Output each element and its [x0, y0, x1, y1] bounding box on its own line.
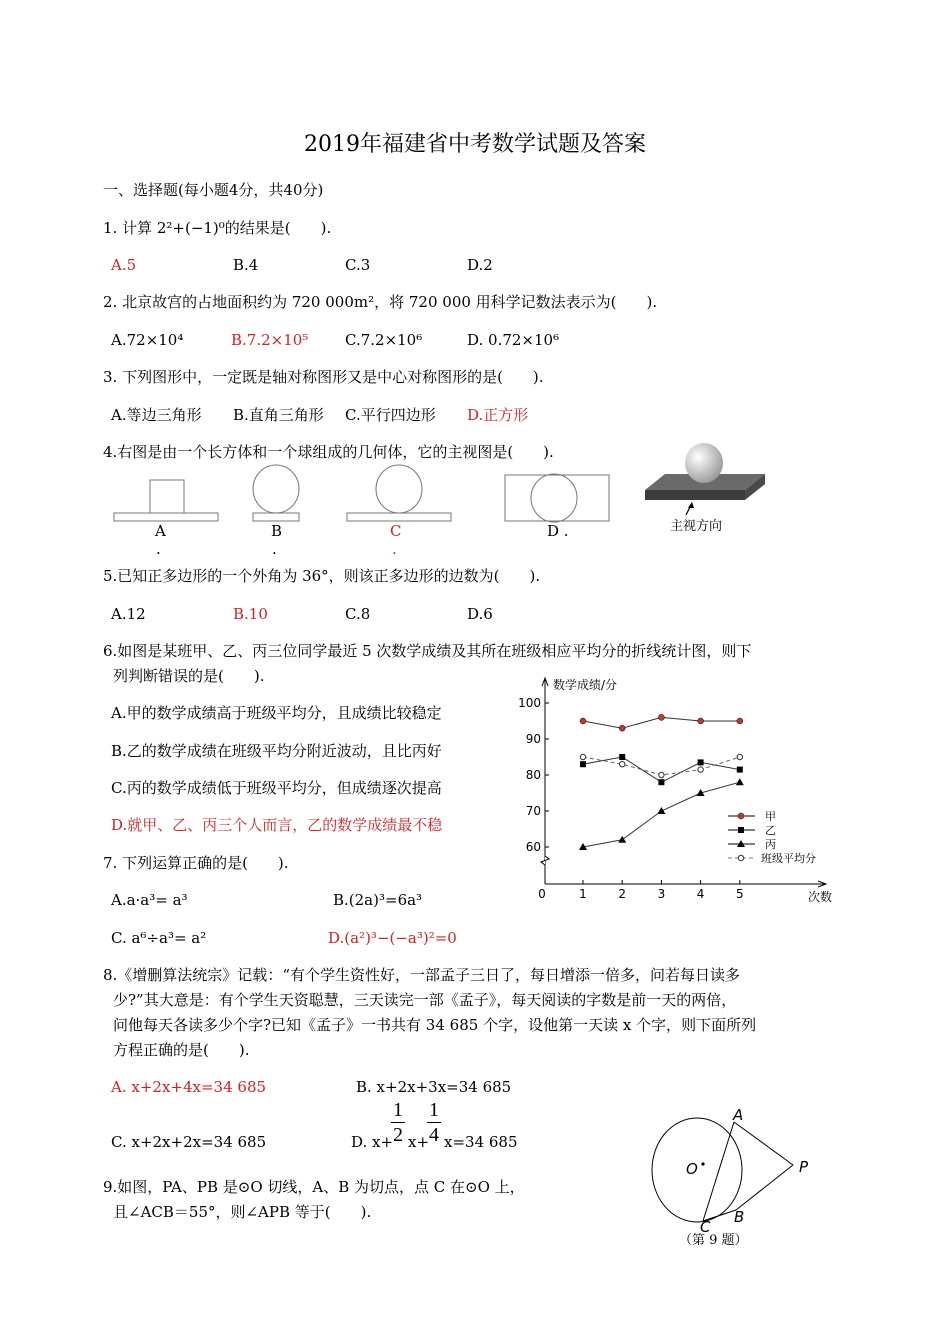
q4-option-b: B: [271, 522, 283, 540]
q5-option-a: A.12: [111, 605, 146, 623]
q4-option-a: A: [155, 522, 166, 540]
q4-view-direction-label: 主视方向: [670, 519, 723, 534]
q7-option-b: B.(2a)³=6a³: [333, 891, 423, 909]
q9-stem-line1: 9.如图，PA、PB 是⊙O 切线，A、B 为切点，点 C 在⊙O 上，: [103, 1178, 525, 1196]
q4-dot-c: .: [392, 540, 397, 558]
q8-option-b: B. x+2x+3x=34 685: [356, 1078, 512, 1096]
q9-caption: （第 9 题）: [679, 1233, 748, 1248]
y-tick-label: 90: [525, 732, 541, 746]
q4-dot-b: .: [272, 540, 277, 558]
q5-option-b: B.10: [233, 605, 268, 623]
q5-option-d: D.6: [467, 605, 493, 623]
q7-option-c: C. a⁶÷a³= a²: [111, 929, 207, 947]
q8-option-a: A. x+2x+4x=34 685: [111, 1078, 267, 1096]
q4-stem: 4.右图是由一个长方体和一个球组成的几何体，它的主视图是( ).: [103, 443, 554, 461]
x-tick-label: 1: [579, 887, 587, 901]
q3-option-d: D.正方形: [467, 406, 529, 424]
x-tick-label: 3: [657, 887, 666, 901]
legend-label: 班级平均分: [761, 852, 816, 865]
q1-option-d: D.2: [467, 256, 493, 274]
q8-fraction-half: 1 2: [393, 1099, 403, 1146]
point-a-label: A: [733, 1106, 744, 1124]
q7-option-d: D.(a²)³−(−a³)²=0: [328, 929, 457, 947]
q2-option-d: D. 0.72×10⁶: [467, 331, 560, 349]
q8-stem-line3: 问他每天各读多少个字?已知《孟子》一书共有 34 685 个字，设他第一天读 x 个字，则下面所列: [113, 1016, 757, 1034]
y-tick-label: 60: [525, 840, 541, 854]
q6-option-d: D.就甲、乙、丙三个人而言，乙的数学成绩最不稳: [111, 816, 443, 834]
q3-option-b: B.直角三角形: [233, 406, 324, 424]
q9-stem-line2: 且∠ACB＝55°，则∠APB 等于( ).: [113, 1203, 372, 1221]
page-title: 2019年福建省中考数学试题及答案: [304, 132, 646, 157]
q4-option-d: D .: [547, 522, 569, 540]
y-tick-label: 70: [525, 804, 541, 818]
legend-label: 乙: [765, 824, 776, 837]
x-tick-label: 5: [735, 887, 744, 901]
q6-option-c: C.丙的数学成绩低于班级平均分，但成绩逐次提高: [111, 779, 442, 797]
q4-option-c: C: [390, 522, 402, 540]
q8-option-c: C. x+2x+2x=34 685: [111, 1133, 267, 1151]
point-c-label: C: [700, 1218, 711, 1236]
q6-option-b: B.乙的数学成绩在班级平均分附近波动，且比丙好: [111, 742, 442, 760]
q7-option-a: A.a·a³= a³: [111, 891, 188, 909]
q1-option-a: A.5: [111, 256, 137, 274]
legend-label: 丙: [765, 838, 776, 851]
x-axis-label: 次数: [808, 890, 833, 904]
point-b-label: B: [734, 1208, 745, 1226]
point-o-label: O: [686, 1160, 698, 1178]
q5-option-c: C.8: [345, 605, 371, 623]
q1-option-b: B.4: [233, 256, 259, 274]
y-axis-label: 数学成绩/分: [553, 678, 618, 692]
q8-stem-line2: 少?”其大意是：有个学生天资聪慧，三天读完一部《孟子》，每天阅读的字数是前一天的两倍，: [113, 991, 737, 1009]
q8-option-d-mid: x+: [408, 1133, 430, 1151]
q6-option-a: A.甲的数学成绩高于班级平均分，且成绩比较稳定: [111, 704, 442, 722]
q8-option-d-suffix: x=34 685: [444, 1133, 518, 1151]
q8-option-d-prefix: D. x+: [351, 1133, 394, 1151]
legend-label: 甲: [765, 810, 776, 823]
y-tick-label: 100: [518, 696, 541, 710]
q3-option-a: A.等边三角形: [111, 406, 202, 424]
q7-stem: 7. 下列运算正确的是( ).: [103, 854, 289, 872]
x-tick-label: 4: [696, 887, 705, 901]
q6-stem-line2: 列判断错误的是( ).: [113, 667, 265, 685]
x-tick-label: 2: [618, 887, 627, 901]
q8-stem-line4: 方程正确的是( ).: [113, 1041, 250, 1059]
q1-stem: 1. 计算 2²+(−1)⁰的结果是( ).: [103, 219, 332, 237]
q3-stem: 3. 下列图形中，一定既是轴对称图形又是中心对称图形的是( ).: [103, 368, 544, 386]
q5-stem: 5.已知正多边形的一个外角为 36°，则该正多边形的边数为( ).: [103, 567, 541, 585]
q6-stem-line1: 6.如图是某班甲、乙、丙三位同学最近 5 次数学成绩及其所在班级相应平均分的折线统计图，则下: [103, 642, 752, 660]
q8-stem-line1: 8.《增删算法统宗》记载：“有个学生资性好，一部孟子三日了，每日增添一倍多，问若每日读多: [103, 966, 740, 984]
q2-option-a: A.72×10⁴: [111, 331, 184, 349]
point-p-label: P: [799, 1158, 809, 1176]
q8-fraction-quarter: 1 4: [429, 1099, 439, 1146]
x-tick-label: 0: [538, 887, 546, 901]
q1-option-c: C.3: [345, 256, 371, 274]
q4-dot-a: .: [156, 540, 161, 558]
q2-option-c: C.7.2×10⁶: [345, 331, 423, 349]
q2-option-b: B.7.2×10⁵: [231, 331, 309, 349]
q2-stem: 2. 北京故宫的占地面积约为 720 000m²，将 720 000 用科学记数法表示为( ).: [103, 293, 658, 311]
y-tick-label: 80: [525, 768, 541, 782]
section-heading: 一、选择题(每小题4分，共40分): [103, 181, 324, 199]
q3-option-c: C.平行四边形: [345, 406, 436, 424]
